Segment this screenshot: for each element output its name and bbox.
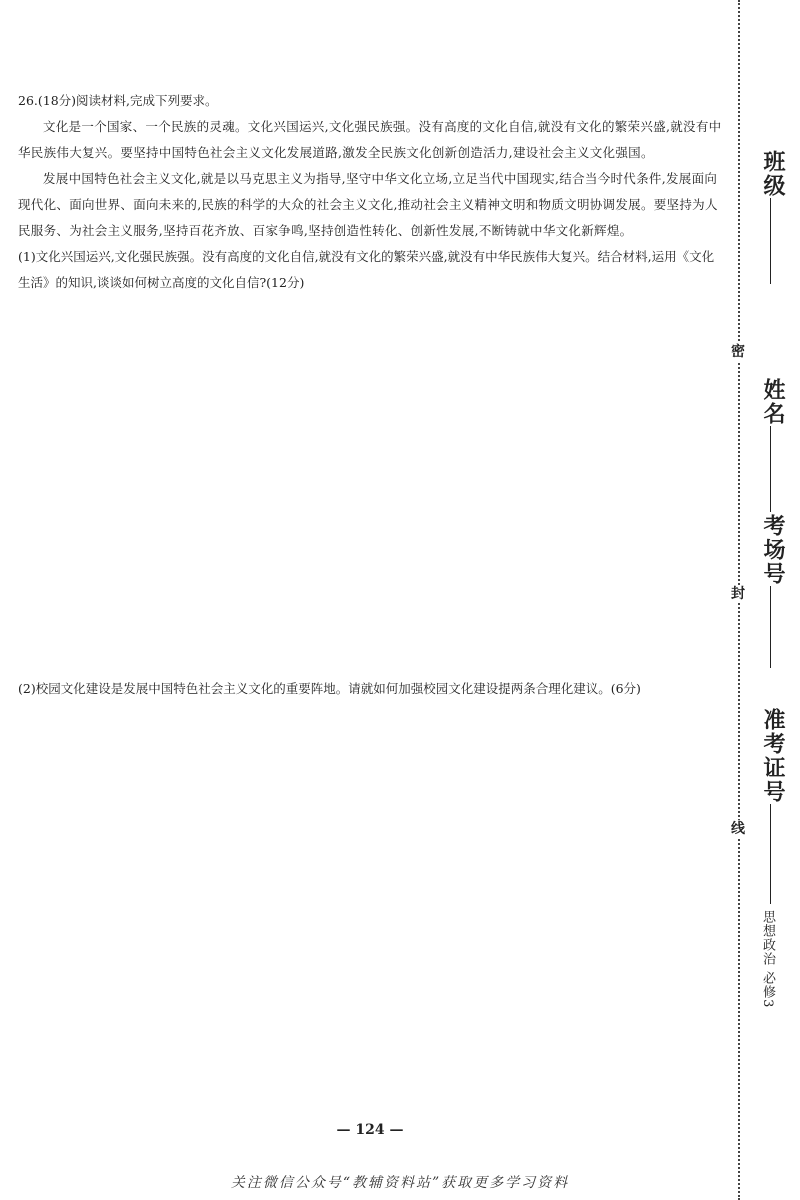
field-admission-number xyxy=(756,708,786,904)
field-class-label: 班级 xyxy=(760,150,786,198)
field-name-line xyxy=(770,426,771,512)
question-26 xyxy=(18,88,723,296)
subject-label: 思想政治 必修3 xyxy=(760,910,775,1009)
material-paragraph-1: 文化是一个国家、一个民族的灵魂。文化兴国运兴,文化强民族强。没有高度的文化自信,就没有文化的繁荣兴盛,就没有中华民族伟大复兴。要坚持中国特色社会主义文化发展道路,激发全民族文化创新创造活力,建设社会主义文化强国。 xyxy=(18,119,722,160)
footer-note: 关注微信公众号“教辅资料站”获取更多学习资料 xyxy=(230,1175,570,1191)
seal-char-mi: 密 xyxy=(727,343,749,361)
field-admission-number-line xyxy=(770,804,771,904)
material-paragraph-2: 发展中国特色社会主义文化,就是以马克思主义为指导,坚守中华文化立场,立足当代中国现实,结合当今时代条件,发展面向现代化、面向世界、面向未来的,民族的科学的大众的社会主义文化,推动社会主义精神文明和物质文明协调发展。要坚持为人民服务、为社会主义服务,坚持百花齐放、百家争鸣,坚持创造性转化、创新性发展,不断铸就中华文化新辉煌。 xyxy=(18,171,718,238)
sub-question-2: (2)校园文化建设是发展中国特色社会主义文化的重要阵地。请就如何加强校园文化建设提两条合理化建议。(6分) xyxy=(18,680,641,696)
page-number: — 124 — xyxy=(336,1122,404,1138)
seal-char-feng: 封 xyxy=(727,585,749,603)
sub-question-1: (1)文化兴国运兴,文化强民族强。没有高度的文化自信,就没有文化的繁荣兴盛,就没有中华民族伟大复兴。结合材料,运用《文化生活》的知识,谈谈如何树立高度的文化自信?(12分) xyxy=(18,249,715,290)
field-admission-number-label: 准考证号 xyxy=(760,708,786,804)
seal-char-xian: 线 xyxy=(727,820,749,838)
field-name xyxy=(756,378,786,512)
field-exam-room xyxy=(756,514,786,668)
field-name-label: 姓名 xyxy=(760,378,786,426)
question-header: 26.(18分)阅读材料,完成下列要求。 xyxy=(18,93,218,108)
field-class xyxy=(756,150,786,284)
field-exam-room-label: 考场号 xyxy=(760,514,786,586)
field-class-line xyxy=(770,198,771,284)
field-exam-room-line xyxy=(770,586,771,668)
